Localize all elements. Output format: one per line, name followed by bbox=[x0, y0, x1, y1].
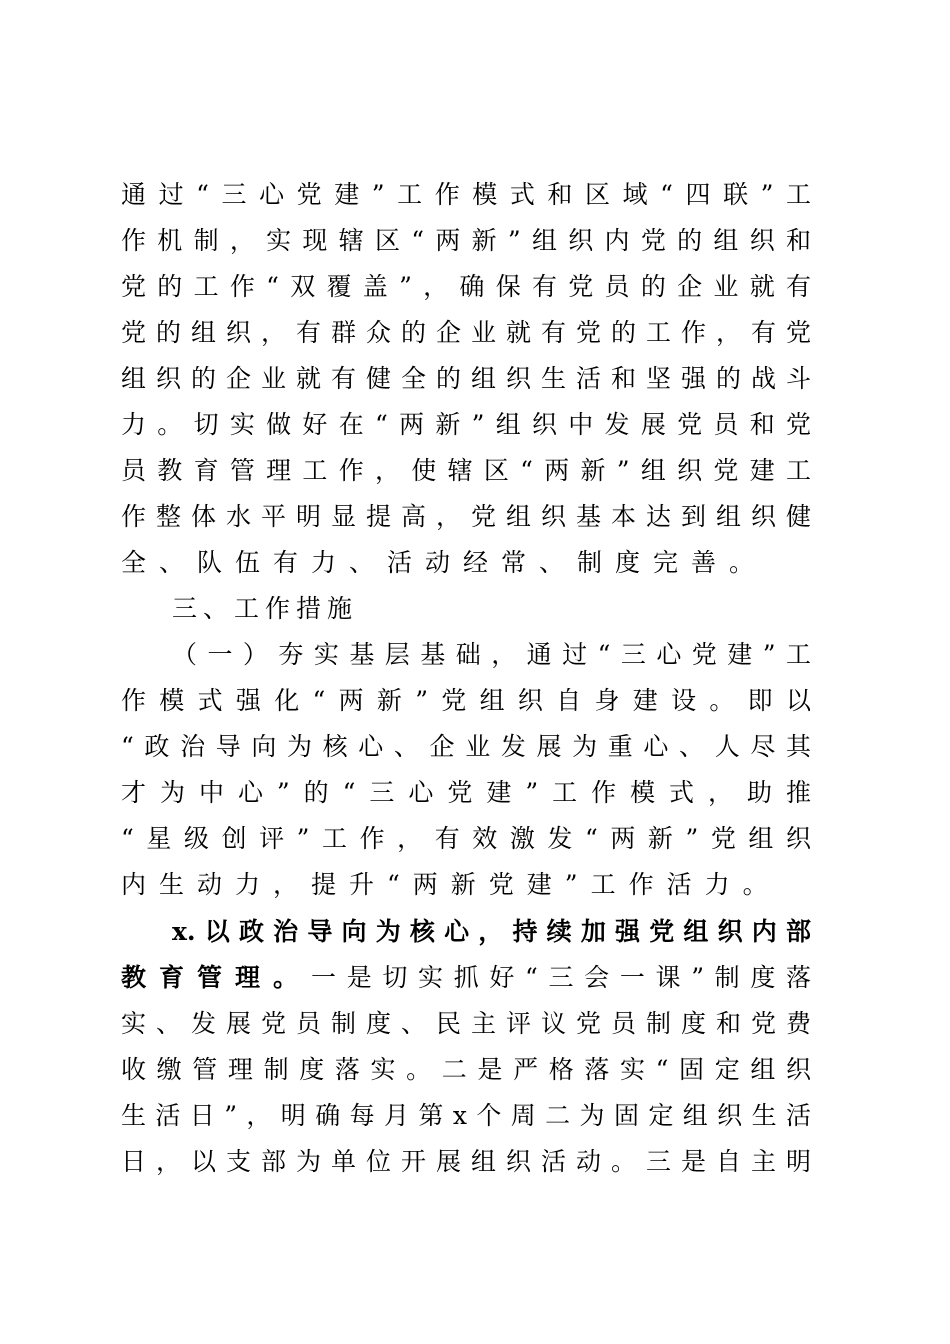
paragraph-1-line-8: 作整体水平明显提高，党组织基本达到组织健 bbox=[121, 502, 811, 531]
paragraph-2-line-5: “星级创评”工作，有效激发“两新”党组织 bbox=[121, 824, 811, 853]
paragraph-3-line-5: 生活日”，明确每月第x个周二为固定组织生活 bbox=[121, 1101, 811, 1130]
paragraph-3-line-1-bold: x.以政治导向为核心，持续加强党组织内部 bbox=[172, 917, 811, 946]
paragraph-3-line-6: 日，以支部为单位开展组织活动。三是自主明 bbox=[121, 1147, 811, 1176]
paragraph-1-line-5: 组织的企业就有健全的组织生活和坚强的战斗 bbox=[121, 364, 811, 393]
paragraph-2-line-4: 才为中心”的“三心党建”工作模式，助推 bbox=[121, 778, 811, 807]
paragraph-3-line-4: 收缴管理制度落实。二是严格落实“固定组织 bbox=[121, 1055, 811, 1084]
paragraph-2-line-2: 作模式强化“两新”党组织自身建设。即以 bbox=[121, 686, 811, 715]
paragraph-1-line-7: 员教育管理工作，使辖区“两新”组织党建工 bbox=[121, 456, 811, 485]
paragraph-3-bold-lead: 教育管理。 bbox=[121, 963, 312, 992]
section-heading: 三、工作措施 bbox=[172, 594, 359, 623]
paragraph-1-line-3: 党的工作“双覆盖”，确保有党员的企业就有 bbox=[121, 272, 811, 301]
paragraph-2-line-6: 内生动力，提升“两新党建”工作活力。 bbox=[121, 870, 781, 899]
paragraph-1-line-1: 通过“三心党建”工作模式和区域“四联”工 bbox=[121, 180, 811, 209]
paragraph-2-line-3: “政治导向为核心、企业发展为重心、人尽其 bbox=[121, 732, 811, 761]
paragraph-1-line-9: 全、队伍有力、活动经常、制度完善。 bbox=[121, 548, 768, 577]
paragraph-1-line-2: 作机制，实现辖区“两新”组织内党的组织和 bbox=[121, 226, 811, 255]
paragraph-3-line-2-text: 一是切实抓好“三会一课”制度落 bbox=[311, 963, 811, 992]
paragraph-3-line-3: 实、发展党员制度、民主评议党员制度和党费 bbox=[121, 1009, 811, 1038]
paragraph-1-line-4: 党的组织，有群众的企业就有党的工作，有党 bbox=[121, 318, 811, 347]
paragraph-3-line-2 bbox=[121, 958, 811, 998]
paragraph-2-line-1: （一）夯实基层基础，通过“三心党建”工 bbox=[172, 640, 811, 669]
paragraph-1-line-6: 力。切实做好在“两新”组织中发展党员和党 bbox=[121, 410, 811, 439]
